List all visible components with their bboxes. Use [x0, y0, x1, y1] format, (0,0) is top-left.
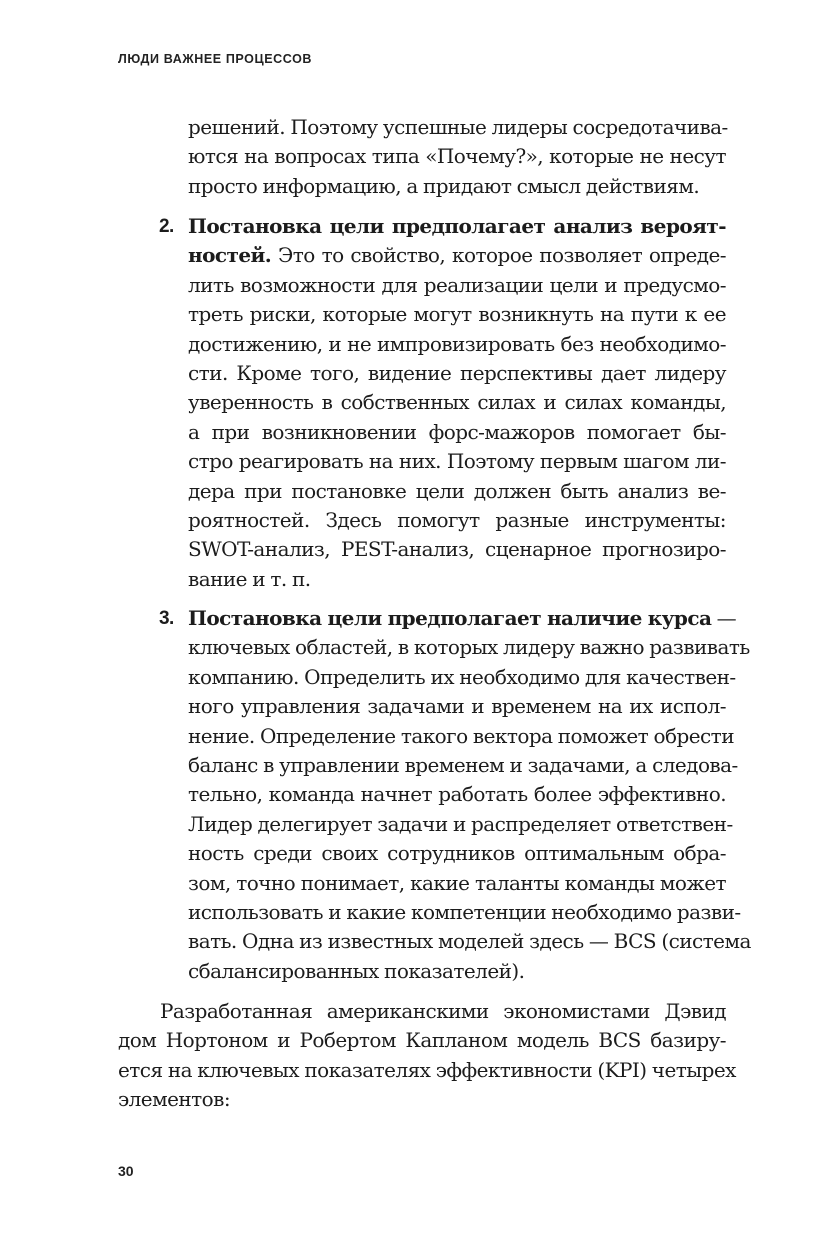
text-line: компанию. Определить их необходимо для качествен-: [188, 664, 736, 689]
text-line: дом Нортоном и Робертом Капланом модель BCS базиру-: [118, 1028, 726, 1053]
item-heading-line: Постановка цели предполагает анализ вероят-: [188, 214, 726, 238]
text-line: достижению, и не импровизировать без необходимо-: [188, 331, 726, 356]
text-line: ключевых областей, в которых лидеру важно развивать: [188, 635, 750, 660]
text-line: вать. Одна из известных моделей здесь — BCS (система: [188, 929, 751, 954]
text-line: стро реагировать на них. Поэтому первым шагом ли-: [188, 449, 726, 474]
text-line: использовать и какие компетенции необходимо разви-: [188, 899, 741, 924]
list-item-number: 2.: [159, 216, 174, 237]
text-line: просто информацию, а придают смысл действиям.: [188, 173, 700, 198]
continuation-text: [188, 113, 726, 201]
text-fragment: —: [711, 606, 737, 630]
text-line: зом, точно понимает, какие таланты команды может: [188, 870, 726, 895]
text-line: Разработанная американскими экономистами Дэвид: [160, 999, 726, 1023]
text-line: уверенность в собственных силах и силах команды,: [188, 390, 726, 415]
text-line: роятностей. Здесь помогут разные инструменты:: [188, 507, 726, 532]
text-line: лить возможности для реализации цели и предусмо-: [188, 272, 726, 297]
list-item-number: 3.: [159, 608, 174, 629]
text-line: ются на вопросах типа «Почему?», которые не несут: [188, 144, 726, 169]
page-number: 30: [118, 1163, 134, 1179]
text-line: тельно, команда начнет работать более эффективно.: [188, 782, 726, 807]
text-line: [188, 604, 737, 633]
item-heading-line: Постановка цели предполагает наличие курса: [188, 606, 712, 630]
body-paragraph: [118, 997, 736, 1115]
text-line: а при возникновении форс-мажоров помогает бы-: [188, 419, 726, 444]
text-line: нение. Определение такого вектора поможет обрести: [188, 723, 734, 748]
list-item-2: [159, 212, 726, 594]
text-line: вание и т. п.: [188, 566, 311, 591]
text-line: Лидер делегирует задачи и распределяет ответствен-: [188, 811, 733, 836]
text-line: ется на ключевых показателях эффективности (KPI) четырех: [118, 1057, 736, 1082]
text-fragment: Это то свойство, которое позволяет опреде-: [271, 243, 726, 268]
text-line: ного управления задачами и временем на их испол-: [188, 694, 726, 719]
text-line: ность среди своих сотрудников оптимальным обра-: [188, 841, 726, 866]
text-line: решений. Поэтому успешные лидеры сосредотачива-: [188, 115, 728, 139]
text-line: элементов:: [118, 1087, 231, 1112]
text-line: сти. Кроме того, видение перспективы дает лидеру: [188, 360, 726, 385]
text-line: сбалансированных показателей).: [188, 958, 525, 983]
text-line: дера при постановке цели должен быть анализ ве-: [188, 478, 726, 503]
running-header: ЛЮДИ ВАЖНЕЕ ПРОЦЕССОВ: [118, 52, 313, 66]
item-heading-word: ностей.: [188, 243, 272, 268]
text-line: SWOT-анализ, PEST-анализ, сценарное прогнозиро-: [188, 537, 726, 562]
text-line: баланс в управлении временем и задачами, а следова-: [188, 752, 738, 777]
text-line: [188, 241, 726, 270]
text-line: треть риски, которые могут возникнуть на пути к ее: [188, 302, 726, 327]
list-item-3: [159, 604, 751, 986]
